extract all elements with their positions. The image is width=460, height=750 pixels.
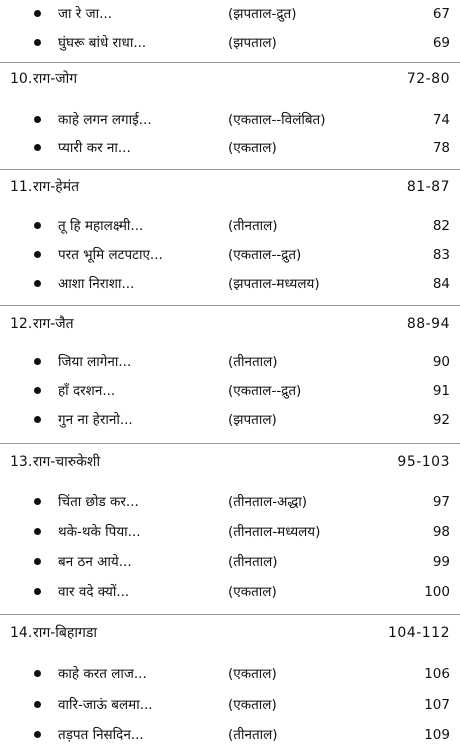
section-divider	[0, 62, 460, 63]
toc-entry	[0, 350, 460, 374]
page-number: 83	[432, 247, 450, 263]
song-title: जा रे जा...	[58, 6, 113, 22]
toc-entry	[0, 520, 460, 544]
section-divider	[0, 614, 460, 615]
song-title: गुन ना हेरानो...	[58, 412, 133, 428]
toc-entry	[0, 490, 460, 514]
song-title: काहे करत लाज...	[58, 666, 147, 682]
toc-entry	[0, 379, 460, 403]
bullet-icon	[34, 731, 41, 738]
section-heading	[0, 449, 460, 475]
page-range: 72-80	[406, 71, 450, 87]
bullet-icon	[34, 280, 41, 287]
bullet-icon	[34, 701, 41, 708]
page-number: 67	[432, 6, 450, 22]
section-heading	[0, 311, 460, 337]
taal-name: (एकताल)	[228, 666, 277, 682]
page-number: 100	[424, 584, 450, 600]
bullet-icon	[34, 358, 41, 365]
section-divider	[0, 443, 460, 444]
section-number: 14.	[10, 625, 33, 641]
section-title: राग-जोग	[33, 71, 78, 87]
toc-entry	[0, 580, 460, 604]
bullet-icon	[34, 498, 41, 505]
song-title: वारि-जाऊं बलमा...	[58, 697, 153, 713]
taal-name: (तीनताल)	[228, 727, 278, 743]
taal-name: (एकताल--विलंबित)	[228, 112, 326, 128]
page-range: 81-87	[406, 179, 450, 195]
song-title: घुंघरू बांधे राधा...	[58, 35, 147, 51]
taal-name: (एकताल)	[228, 697, 277, 713]
section-divider	[0, 305, 460, 306]
bullet-icon	[34, 387, 41, 394]
bullet-icon	[34, 670, 41, 677]
bullet-icon	[34, 39, 41, 46]
taal-name: (एकताल)	[228, 140, 277, 156]
song-title: थके-थके पिया...	[58, 524, 141, 540]
page-range: 88-94	[406, 316, 450, 332]
page-number: 97	[432, 494, 450, 510]
toc-entry	[0, 662, 460, 686]
taal-name: (झपताल-द्रुत)	[228, 6, 297, 22]
page-number: 106	[424, 666, 450, 682]
page-number: 91	[432, 383, 450, 399]
section-divider	[0, 169, 460, 170]
taal-name: (तीनताल)	[228, 354, 278, 370]
taal-name: (एकताल--द्रुत)	[228, 247, 302, 263]
section-title: राग-जैत	[33, 316, 74, 332]
toc-entry	[0, 408, 460, 432]
section-title: राग-बिहागडा	[33, 625, 97, 641]
page-number: 84	[432, 276, 450, 292]
bullet-icon	[34, 528, 41, 535]
taal-name: (तीनताल)	[228, 218, 278, 234]
song-title: बन ठन आये...	[58, 554, 132, 570]
page-number: 82	[432, 218, 450, 234]
toc-entry	[0, 108, 460, 132]
toc-entry	[0, 272, 460, 296]
bullet-icon	[34, 144, 41, 151]
bullet-icon	[34, 10, 41, 17]
toc-entry	[0, 136, 460, 160]
song-title: तड़पत निसदिन...	[58, 727, 144, 743]
taal-name: (एकताल--द्रुत)	[228, 383, 302, 399]
song-title: प्यारी कर ना...	[58, 140, 131, 156]
taal-name: (झपताल)	[228, 412, 277, 428]
taal-name: (झपताल-मध्यलय)	[228, 276, 320, 292]
page-number: 99	[432, 554, 450, 570]
page-number: 109	[424, 727, 450, 743]
page-range: 95-103	[397, 454, 450, 470]
bullet-icon	[34, 251, 41, 258]
bullet-icon	[34, 222, 41, 229]
toc-entry	[0, 2, 460, 26]
toc-entry	[0, 31, 460, 55]
song-title: वार वदे क्यों...	[58, 584, 130, 600]
section-number: 13.	[10, 454, 33, 470]
section-title: राग-हेमंत	[33, 179, 80, 195]
section-title: राग-चारुकेशी	[33, 454, 101, 470]
toc-entry	[0, 214, 460, 238]
bullet-icon	[34, 588, 41, 595]
page-number: 92	[432, 412, 450, 428]
song-title: तू हि महालक्ष्मी...	[58, 218, 144, 234]
toc-entry	[0, 550, 460, 574]
song-title: चिंता छोड कर...	[58, 494, 139, 510]
bullet-icon	[34, 558, 41, 565]
song-title: काहे लगन लगाई...	[58, 112, 152, 128]
bullet-icon	[34, 416, 41, 423]
toc-entry	[0, 693, 460, 717]
page-number: 78	[432, 140, 450, 156]
taal-name: (तीनताल)	[228, 554, 278, 570]
toc-entry	[0, 723, 460, 747]
page-number: 74	[432, 112, 450, 128]
song-title: परत भूमि लटपटाए...	[58, 247, 163, 263]
page-number: 107	[424, 697, 450, 713]
song-title: हाँ दरशन...	[58, 383, 116, 399]
section-heading	[0, 620, 460, 646]
bullet-icon	[34, 116, 41, 123]
toc-entry	[0, 243, 460, 267]
taal-name: (तीनताल-मध्यलय)	[228, 524, 321, 540]
section-heading	[0, 174, 460, 200]
page-number: 90	[432, 354, 450, 370]
song-title: आशा निराशा...	[58, 276, 135, 292]
taal-name: (झपताल)	[228, 35, 277, 51]
page-number: 69	[432, 35, 450, 51]
page-number: 98	[432, 524, 450, 540]
song-title: जिया लागेना...	[58, 354, 132, 370]
section-number: 12.	[10, 316, 33, 332]
section-number: 10.	[10, 71, 33, 87]
section-heading	[0, 66, 460, 92]
section-number: 11.	[10, 179, 33, 195]
taal-name: (एकताल)	[228, 584, 277, 600]
taal-name: (तीनताल-अद्धा)	[228, 494, 308, 510]
page-range: 104-112	[388, 625, 450, 641]
